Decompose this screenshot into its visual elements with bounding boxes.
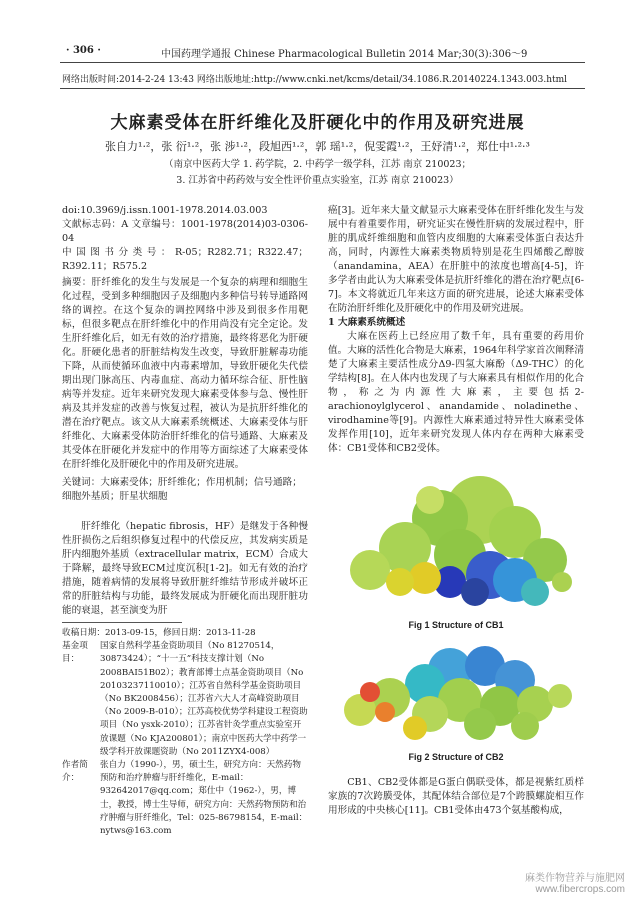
intro-paragraph bbox=[62, 520, 308, 618]
right-paragraph-3: CB1、CB2受体都是G蛋白偶联受体，都是视紫红质样家族的7次跨膜受体，其配体结合部位是7个跨膜螺旋相互作用形成的中央核心[11]。CB1受体由473个氨基酸构成， bbox=[328, 777, 584, 816]
watermark-line-2: www.fibercrops.com bbox=[535, 884, 625, 895]
author-list: 张自力¹·²，张 衍¹·²，张 涉¹·²，段旭西¹·²，郭 瑶¹·²，倪雯霞¹·²，王妤清¹·²，郑仕中¹·²·³ bbox=[105, 140, 530, 153]
abstract: 摘要：肝纤维化的发生与发展是一个复杂的病理和细胞生化过程，受到多种细胞因子及细胞内多种信号转导通路网络的调控。在这个复杂的调控网络中涉及到很多作用靶标，但很多靶点在肝纤维化中的作用尚没有完全定论。发生肝纤维化后，如无有效的治疗措施，最终将恶化为肝硬化。肝硬化患者的肝脏结构发生改变，导致肝脏解毒功能下降，从而使循环血液中内毒素增加，导致肝硬化失代偿期出现门脉高压、内毒血症、高动力循环综合征、肝性脑病等并发症。近年来研究发现大麻素受体参与急、慢性肝病及其并发症的改善与恢复过程，被认为是抗肝纤维化的潜在治疗靶点。该文从大麻素系统概述、大麻素受体与肝纤维化、大麻素受体防治肝纤维化的信号通路、大麻素及其受体在肝硬化并发症中的作用等方面综述了大麻素受体在肝纤维化及肝硬化中的作用及研究进展。 bbox=[62, 277, 308, 470]
watermark bbox=[525, 873, 625, 895]
footnotes bbox=[62, 627, 308, 838]
affiliation-line-2: 3. 江苏省中药药效与安全性评价重点实验室，江苏 南京 210023） bbox=[176, 175, 459, 186]
fund-info: 国家自然科学基金资助项目（No 81270514，30873424）；“十一五”科技支撑计划（No 2008BAI51B02）；教育部博士点基金资助项目（No 20103237110010）；江苏省自然科学基金资助项目（No BK2008456）；江苏省六大人才高峰资助项目（No 2009-B-010）；江苏高校优势学科建设工程资助项目（No ysxk-2010）；江苏省针灸学重点实验室开放课题（No KJA200801）；南京中医药大学中药学一级学科开放课题资助（No 2011ZYX4-008） bbox=[100, 641, 308, 757]
footnote-rule bbox=[62, 622, 182, 623]
right-paragraph-2: 大麻在医药上已经应用了数千年，具有重要的药用价值。大麻的活性化合物是大麻素，1964年科学家首次阐释清楚了大麻素主要活性成分Δ9-四氢大麻酚（Δ9-THC）的化学结构[8]。在人体内也发现了与大麻素具有相似作用的化合物，称之为内源性大麻素，主要包括2-arachionoylglycerol、anandamide、noladinethe、virodhamine等[9]。内源性大麻素通过特异性大麻素受体发挥作用[10]，近年来研究发现人体内存在两种大麻素受体：CB1受体和CB2受体。 bbox=[328, 331, 584, 454]
section-heading-1: 1 大麻素系统概述 bbox=[328, 317, 406, 328]
online-publication-info: 网络出版时间:2014-2-24 13:43 网络出版地址:http://www.cnki.net/kcms/detail/34.1086.R.20140224.1343.003.html bbox=[62, 75, 568, 85]
watermark-line-1: 麻类作物营养与施肥网 bbox=[525, 873, 625, 884]
pub-rule bbox=[60, 88, 585, 89]
figure-1-caption: Fig 1 Structure of CB1 bbox=[408, 620, 504, 630]
fund-label: 基金项目： bbox=[62, 641, 88, 665]
document-code: 文献标志码：A 文章编号：1001-1978(2014)03-0306-04 bbox=[62, 219, 308, 244]
figure-2-caption: Fig 2 Structure of CB2 bbox=[408, 752, 504, 762]
cb2-structure-figure bbox=[330, 640, 580, 748]
received-dates: 收稿日期：2013-09-15，修回日期：2013-11-28 bbox=[62, 628, 256, 638]
left-column-metadata bbox=[62, 204, 308, 472]
right-column-bottom bbox=[328, 776, 584, 818]
right-column-text bbox=[328, 204, 584, 456]
doi: doi:10.3969/j.issn.1001-1978.2014.03.003 bbox=[62, 205, 268, 216]
keywords: 关键词：大麻素受体；肝纤维化；作用机制；信号通路；细胞外基质；肝星状细胞 bbox=[62, 477, 302, 502]
author-info-label: 作者简介： bbox=[62, 760, 88, 784]
header-rule bbox=[60, 62, 585, 63]
affiliation-line-1: （南京中医药大学 1. 药学院，2. 中药学一级学科，江苏 南京 210023； bbox=[164, 159, 471, 170]
page-number: · 306 · bbox=[66, 45, 101, 56]
journal-citation: 中国药理学通报 Chinese Pharmacological Bulletin 2014 Mar;30(3):306～9 bbox=[161, 49, 528, 60]
classification-number: 中国图书分类号：R-05；R282.71；R322.47；R392.11；R575.2 bbox=[62, 247, 308, 272]
author-info: 张自力（1990-），男，硕士生，研究方向：天然药物预防和治疗肿瘤与肝纤维化，E-mail：932642017@qq.com；郑仕中（1962-），男，博士，教授，博士生导师，研究方向：天然药物预防和治疗肿瘤与肝纤维化，Tel：025-86798154，E-mail：nytws@163.com bbox=[100, 760, 308, 837]
cb1-structure-figure bbox=[330, 470, 580, 615]
right-paragraph-1: 癌[3]。近年来大量文献显示大麻素受体在肝纤维化发生与发展中有着重要作用，研究证实在慢性肝病的发展过程中，肝脏的肌成纤维细胞和血管内皮细胞的大麻素受体蛋白表达升高，同时，内源性大麻素类物质特别是花生四烯酸乙醇胺（anandamina，AEA）在肝脏中的浓度也增高[4-5]，许多学者由此认为大麻素受体是抗肝纤维化的潜在治疗靶点[6-7]。本文将就近几年来这方面的研究进展，论述大麻素受体在防治肝纤维化及肝硬化中的作用及研究进展。 bbox=[328, 205, 584, 314]
article-title: 大麻素受体在肝纤维化及肝硬化中的作用及研究进展 bbox=[110, 113, 525, 133]
intro-text: 肝纤维化（hepatic fibrosis，HF）是继发于各种慢性肝损伤之后组织修复过程中的代偿反应，其发病实质是肝内细胞外基质（extracellular matrix，ECM）合成大于降解，最终导致ECM过度沉积[1-2]。如无有效的治疗措施，随着病情的发展将导致肝脏纤维结节形成并破坏正常的肝脏结构与功能，最终发展成为肝硬化而出现肝脏功能的衰退，甚至演变为肝 bbox=[62, 521, 308, 616]
